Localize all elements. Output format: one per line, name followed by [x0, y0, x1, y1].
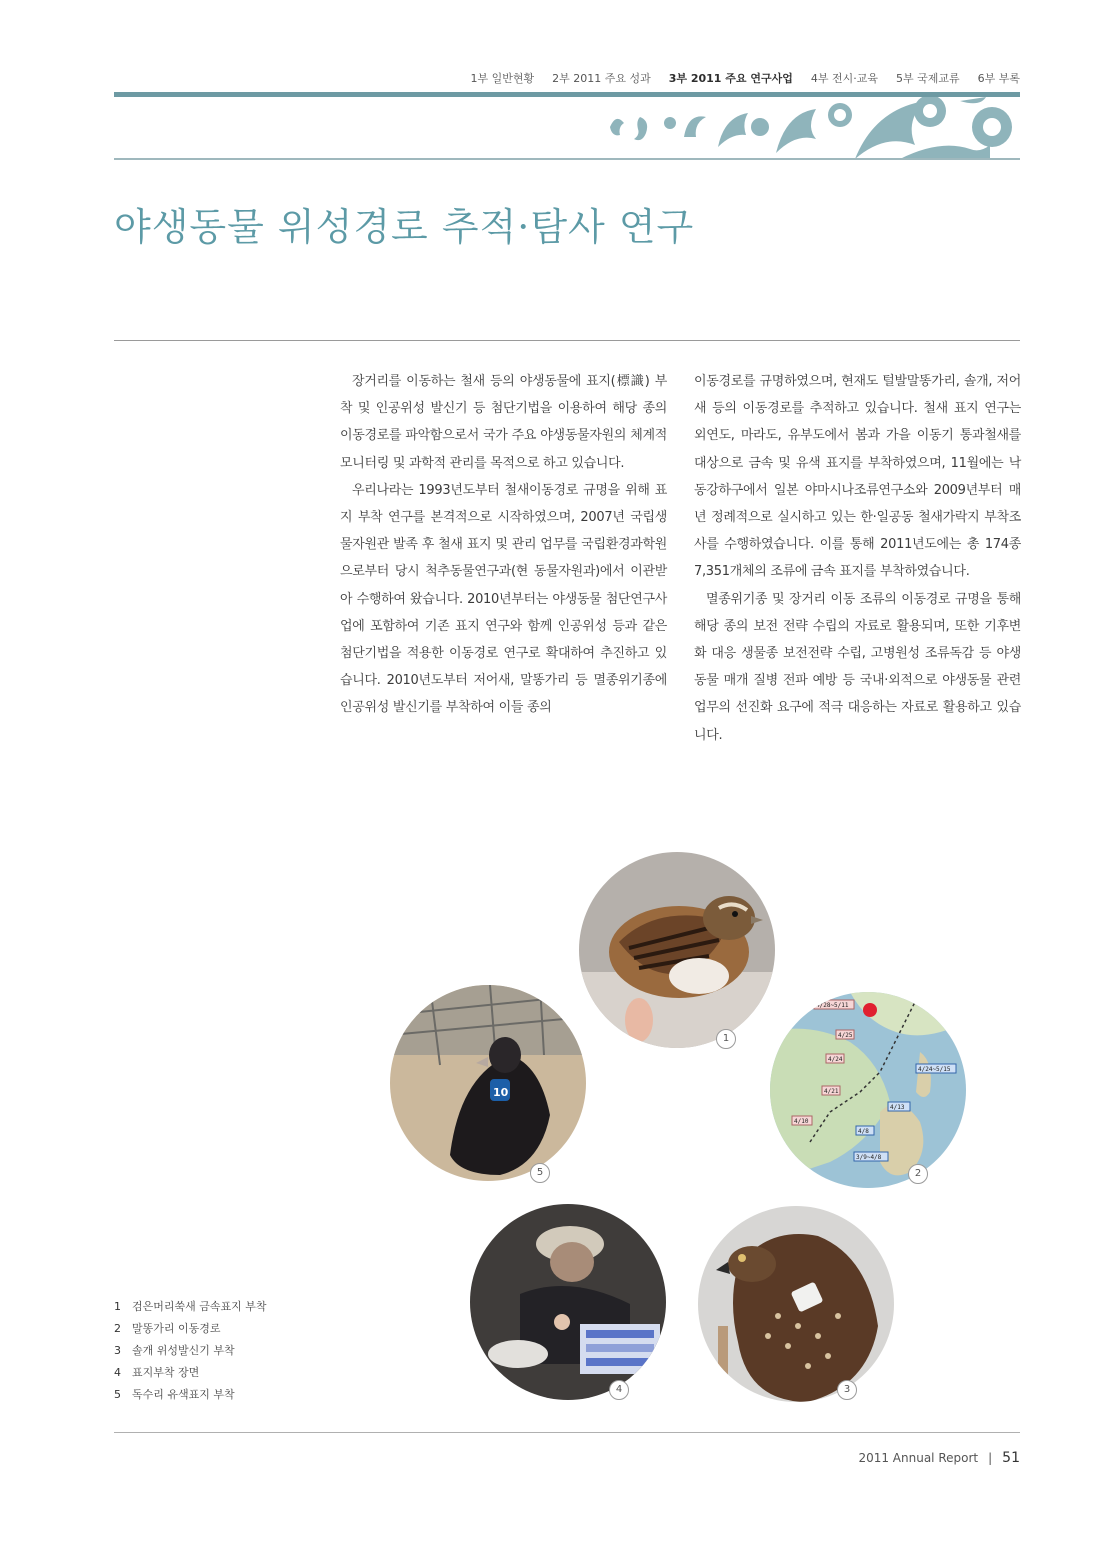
bunting-bird-photo	[579, 852, 775, 1048]
nav-item-part5[interactable]: 5부 국제교류	[896, 72, 960, 85]
caption-number: 2	[114, 1322, 121, 1335]
body-paragraph: 멸종위기종 및 장거리 이동 조류의 이동경로 규명을 통해 해당 종의 보전 전략 수립의 자료로 활용되며, 또한 기후변화 대응 생물종 보전전략 수립, 고병원성 조류독감 등 야생동물 매개 질병 전파 예방 등 국내·외적으로 야생동물 관련 업무의 선진화 요구에 적극 대응하는 자료로 활용하고 있습니다.	[694, 591, 1021, 743]
body-paragraph: 우리나라는 1993년도부터 철새이동경로 규명을 위해 표지 부착 연구를 본격적으로 시작하였으며, 2007년 국립생물자원관 발족 후 철새 표지 및 관리 업무를 국립환경과학원으로부터 당시 척추동물연구과(현 동물자원과)에서 이관받아 수행하여 왔습니다. 2010년부터는 야생동물 첨단연구사업에 포함하여 기존 표지 연구와 함께 인공위성 등과 같은 첨단기법을 적용한 이동경로 연구로 확대하여 추진하고 있습니다. 2010년도부터 저어새, 말똥가리 등 멸종위기종에 인공위성 발신기를 부착하여 이들 종의	[340, 482, 667, 716]
map-label: 4/25	[838, 1032, 853, 1039]
map-label: 4/24~5/15	[918, 1066, 951, 1073]
photo-number-badge: 4	[609, 1380, 629, 1400]
map-label: 3/9~4/8	[856, 1154, 882, 1161]
body-paragraph: 장거리를 이동하는 철새 등의 야생동물에 표지(標識) 부착 및 인공위성 발신기 등 첨단기법을 이용하여 해당 종의 이동경로를 파악함으로서 국가 주요 야생동물자원의 체계적 모니터링 및 과학적 관리를 목적으로 하고 있습니다.	[340, 374, 667, 471]
migration-map-photo	[770, 992, 966, 1188]
vulture-photo	[390, 985, 586, 1181]
caption-text: 말똥가리 이동경로	[132, 1322, 221, 1335]
wing-tag-number: 10	[493, 1086, 509, 1099]
map-label: 4/13	[890, 1104, 905, 1111]
photo-number-badge: 5	[530, 1163, 550, 1183]
caption-text: 검은머리쑥새 금속표지 부착	[132, 1300, 267, 1313]
header-rule	[114, 158, 1020, 160]
nav-item-part1[interactable]: 1부 일반현황	[470, 72, 535, 85]
photo-captions	[114, 1296, 267, 1406]
kite-with-transmitter-photo	[698, 1206, 894, 1402]
report-title: 2011 Annual Report	[858, 1451, 979, 1465]
caption-text: 표지부착 장면	[132, 1366, 200, 1379]
caption-number: 5	[114, 1388, 121, 1401]
caption-row	[114, 1296, 267, 1318]
caption-number: 4	[114, 1366, 121, 1379]
caption-number: 1	[114, 1300, 121, 1313]
caption-text: 솔개 위성발신기 부착	[132, 1344, 235, 1357]
nav-item-part2[interactable]: 2부 2011 주요 성과	[552, 72, 651, 85]
page-footer	[858, 1450, 1020, 1466]
map-label: 4/24	[828, 1056, 843, 1063]
caption-row	[114, 1362, 267, 1384]
nav-item-part3[interactable]: 3부 2011 주요 연구사업	[668, 72, 793, 85]
caption-text: 독수리 유색표지 부착	[132, 1388, 235, 1401]
footer-rule	[114, 1432, 1020, 1433]
banding-scene-photo	[470, 1204, 666, 1400]
title-divider	[114, 340, 1020, 341]
page-title: 야생동물 위성경로 추적·탐사 연구	[114, 205, 695, 249]
photo-number-badge: 3	[837, 1380, 857, 1400]
nav-item-part6[interactable]: 6부 부록	[977, 72, 1020, 85]
footer-separator: |	[988, 1451, 993, 1465]
body-column-left	[340, 368, 667, 722]
photo-number-badge: 2	[908, 1164, 928, 1184]
map-label: 4/21	[824, 1088, 839, 1095]
photo-number-badge: 1	[716, 1029, 736, 1049]
header-ornament-icon	[600, 97, 1020, 159]
body-paragraph: 이동경로를 규명하였으며, 현재도 털발말똥가리, 솔개, 저어새 등의 이동경로를 추적하고 있습니다. 철새 표지 연구는 외연도, 마라도, 유부도에서 봄과 가을 이동기 통과철새를 대상으로 금속 및 유색 표지를 부착하였으며, 11월에는 낙동강하구에서 일본 야마시나조류연구소와 2009년부터 매년 정례적으로 실시하고 있는 한·일공동 철새가락지 부착조사를 수행하였습니다. 이를 통해 2011년도에는 총 174종 7,351개체의 조류에 금속 표지를 부착하였습니다.	[694, 374, 1021, 580]
page-number: 51	[1002, 1450, 1020, 1466]
caption-row	[114, 1318, 267, 1340]
nav-item-part4[interactable]: 4부 전시·교육	[810, 72, 878, 85]
caption-row	[114, 1340, 267, 1362]
body-column-right	[694, 368, 1021, 749]
map-label: 4/28~5/11	[816, 1002, 849, 1009]
section-nav	[470, 70, 1020, 86]
map-label: 4/8	[858, 1128, 869, 1135]
map-label: 4/10	[794, 1118, 809, 1125]
caption-row	[114, 1384, 267, 1406]
caption-number: 3	[114, 1344, 121, 1357]
